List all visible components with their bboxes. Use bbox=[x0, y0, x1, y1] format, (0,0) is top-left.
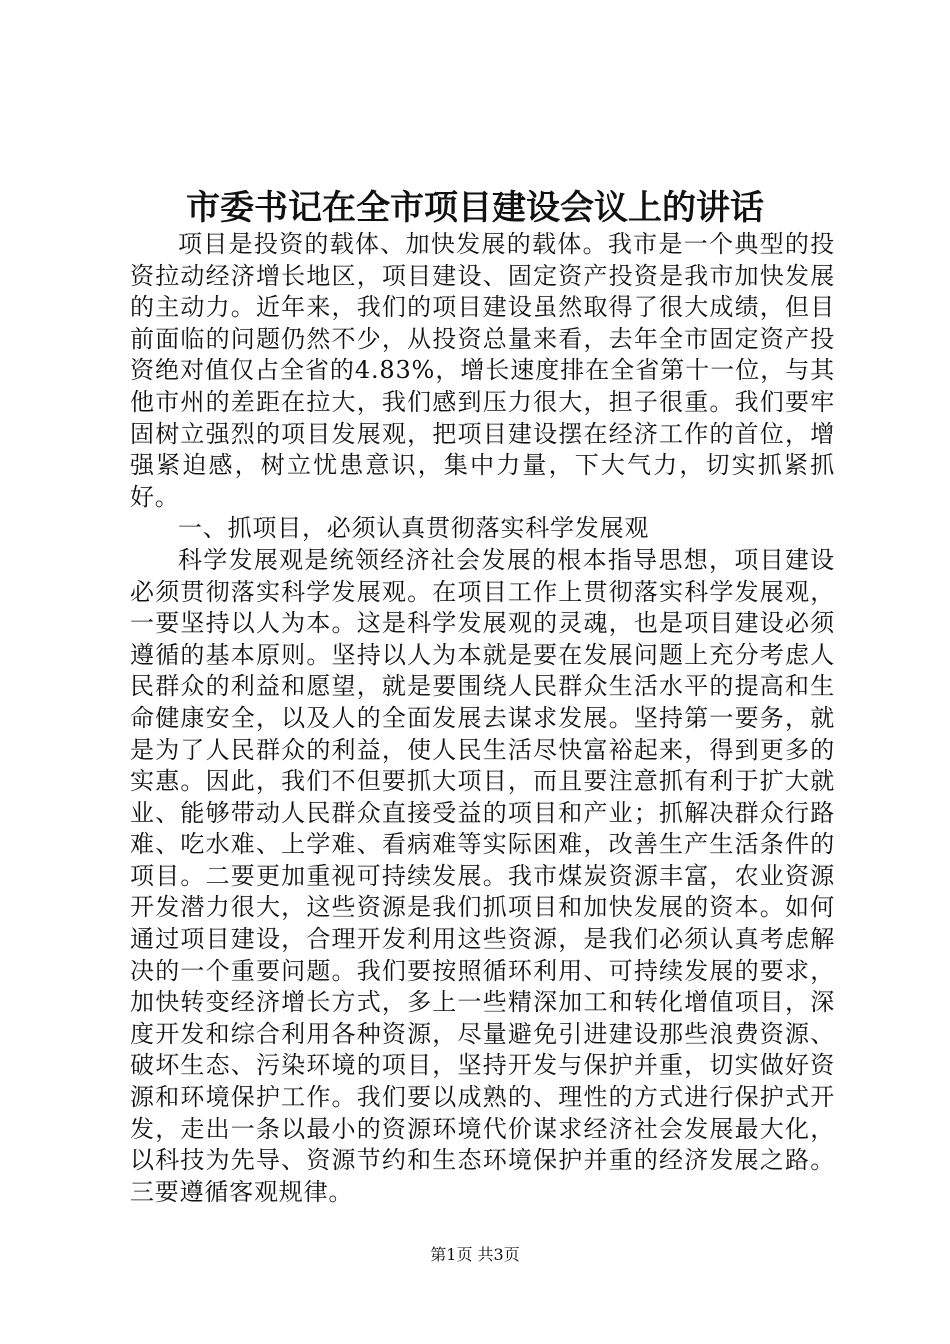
paragraph-section-1: 科学发展观是统领经济社会发展的根本指导思想，项目建设必须贯彻落实科学发展观。在项目工作上贯彻落实科学发展观，一要坚持以人为本。这是科学发展观的灵魂，也是项目建设必须遵循的基本原则。坚持以人为本就是要在发展问题上充分考虑人民群众的利益和愿望，就是要围绕人民群众生活水平的提高和生命健康安全，以及人的全面发展去谋求发展。坚持第一要务，就是为了人民群众的利益，使人民生活尽快富裕起来，得到更多的实惠。因此，我们不但要抓大项目，而且要注意抓有利于扩大就业、能够带动人民群众直接受益的项目和产业；抓解决群众行路难、吃水难、上学难、看病难等实际困难，改善生产生活条件的项目。二要更加重视可持续发展。我市煤炭资源丰富，农业资源开发潜力很大，这些资源是我们抓项目和加快发展的资本。如何通过项目建设，合理开发利用这些资源，是我们必须认真考虑解决的一个重要问题。我们要按照循环利用、可持续发展的要求，加快转变经济增长方式，多上一些精深加工和转化增值项目，深度开发和综合利用各种资源，尽量避免引进建设那些浪费资源、破坏生态、污染环境的项目，坚持开发与保护并重，切实做好资源和环境保护工作。我们要以成熟的、理性的方式进行保护式开发，走出一条以最小的资源环境代价谋求经济社会发展最大化，以科技为先导、资源节约和生态环境保护并重的经济发展之路。三要遵循客观规律。 bbox=[130, 545, 835, 1206]
section-heading-1: 一、抓项目，必须认真贯彻落实科学发展观 bbox=[178, 514, 650, 543]
document-body bbox=[130, 229, 835, 1208]
paragraph-intro: 项目是投资的载体、加快发展的载体。我市是一个典型的投资拉动经济增长地区，项目建设、固定资产投资是我市加快发展的主动力。近年来，我们的项目建设虽然取得了很大成绩，但目前面临的问题仍然不少，从投资总量来看，去年全市固定资产投资绝对值仅占全省的4.83%，增长速度排在全省第十一位，与其他市州的差距在拉大，我们感到压力很大，担子很重。我们要牢固树立强烈的项目发展观，把项目建设摆在经济工作的首位，增强紧迫感，树立忧患意识，集中力量，下大气力，切实抓紧抓好。 bbox=[130, 230, 835, 511]
page-footer: 第1页 共3页 bbox=[430, 1245, 520, 1264]
document-title: 市委书记在全市项目建设会议上的讲话 bbox=[186, 188, 764, 228]
